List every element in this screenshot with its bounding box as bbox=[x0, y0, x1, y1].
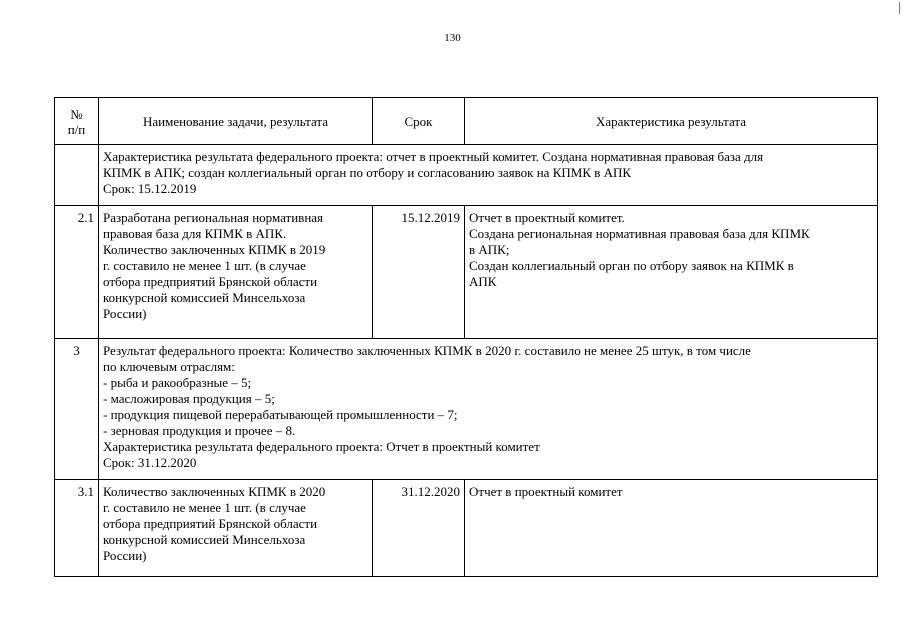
header-number-line2: п/п bbox=[67, 122, 86, 137]
table-row-2-1 bbox=[55, 206, 878, 339]
text-line: Отчет в проектный комитет. bbox=[469, 210, 625, 225]
text-line: - продукция пищевой перерабатывающей промышленности – 7; bbox=[103, 407, 458, 422]
table-row-3 bbox=[55, 339, 878, 480]
text-line: Срок: 15.12.2019 bbox=[103, 181, 197, 196]
text-line: Разработана региональная нормативная bbox=[103, 210, 324, 225]
cell-number: 2.1 bbox=[55, 206, 99, 339]
header-number bbox=[55, 98, 99, 145]
text-line: Характеристика результата федерального проекта: Отчет в проектный комитет bbox=[103, 439, 540, 454]
text-line: отбора предприятий Брянской области bbox=[103, 274, 318, 289]
text-line: АПК bbox=[469, 274, 497, 289]
cell-federal-result bbox=[99, 339, 878, 480]
text-line: России) bbox=[103, 548, 147, 563]
table-row-characteristic bbox=[55, 145, 878, 206]
text-line: г. составило не менее 1 шт. (в случае bbox=[103, 500, 306, 515]
cell-empty-number bbox=[55, 145, 99, 206]
text-line: России) bbox=[103, 306, 147, 321]
results-table bbox=[54, 97, 878, 577]
cell-deadline: 31.12.2020 bbox=[373, 480, 465, 577]
header-task-name: Наименование задачи, результата bbox=[99, 98, 373, 145]
edge-mark bbox=[899, 2, 900, 14]
text-line: в АПК; bbox=[469, 242, 510, 257]
cell-task-name bbox=[99, 206, 373, 339]
header-deadline: Срок bbox=[373, 98, 465, 145]
text-line: Создан коллегиальный орган по отбору заявок на КПМК в bbox=[469, 258, 794, 273]
page-number: 130 bbox=[444, 32, 461, 44]
cell-characteristic: Отчет в проектный комитет bbox=[465, 480, 878, 577]
cell-number: 3.1 bbox=[55, 480, 99, 577]
text-line: Результат федерального проекта: Количество заключенных КПМК в 2020 г. составило не менее 25 штук, в том числе bbox=[103, 343, 751, 358]
header-number-line1: № bbox=[70, 107, 83, 122]
text-line: - зерновая продукция и прочее – 8. bbox=[103, 423, 296, 438]
text-line: конкурсной комиссией Минсельхоза bbox=[103, 290, 306, 305]
text-line: - масложировая продукция – 5; bbox=[103, 391, 275, 406]
text-line: - рыба и ракообразные – 5; bbox=[103, 375, 252, 390]
table-row-3-1 bbox=[55, 480, 878, 577]
text-line: КПМК в АПК; создан коллегиальный орган по отбору и согласованию заявок на КПМК в АПК bbox=[103, 165, 632, 180]
text-line: правовая база для КПМК в АПК. bbox=[103, 226, 287, 241]
text-line: отбора предприятий Брянской области bbox=[103, 516, 318, 531]
text-line: Количество заключенных КПМК в 2019 bbox=[103, 242, 326, 257]
table-header-row bbox=[55, 98, 878, 145]
text-line: Количество заключенных КПМК в 2020 bbox=[103, 484, 326, 499]
cell-deadline: 15.12.2019 bbox=[373, 206, 465, 339]
text-line: Создана региональная нормативная правовая база для КПМК bbox=[469, 226, 810, 241]
text-line: конкурсной комиссией Минсельхоза bbox=[103, 532, 306, 547]
cell-number: 3 bbox=[55, 339, 99, 480]
cell-federal-characteristic bbox=[99, 145, 878, 206]
text-line: Срок: 31.12.2020 bbox=[103, 455, 197, 470]
text-line: по ключевым отраслям: bbox=[103, 359, 235, 374]
cell-task-name bbox=[99, 480, 373, 577]
header-characteristic: Характеристика результата bbox=[465, 98, 878, 145]
text-line: Характеристика результата федерального проекта: отчет в проектный комитет. Создана нормативная правовая база для bbox=[103, 149, 764, 164]
cell-characteristic bbox=[465, 206, 878, 339]
text-line: г. составило не менее 1 шт. (в случае bbox=[103, 258, 306, 273]
